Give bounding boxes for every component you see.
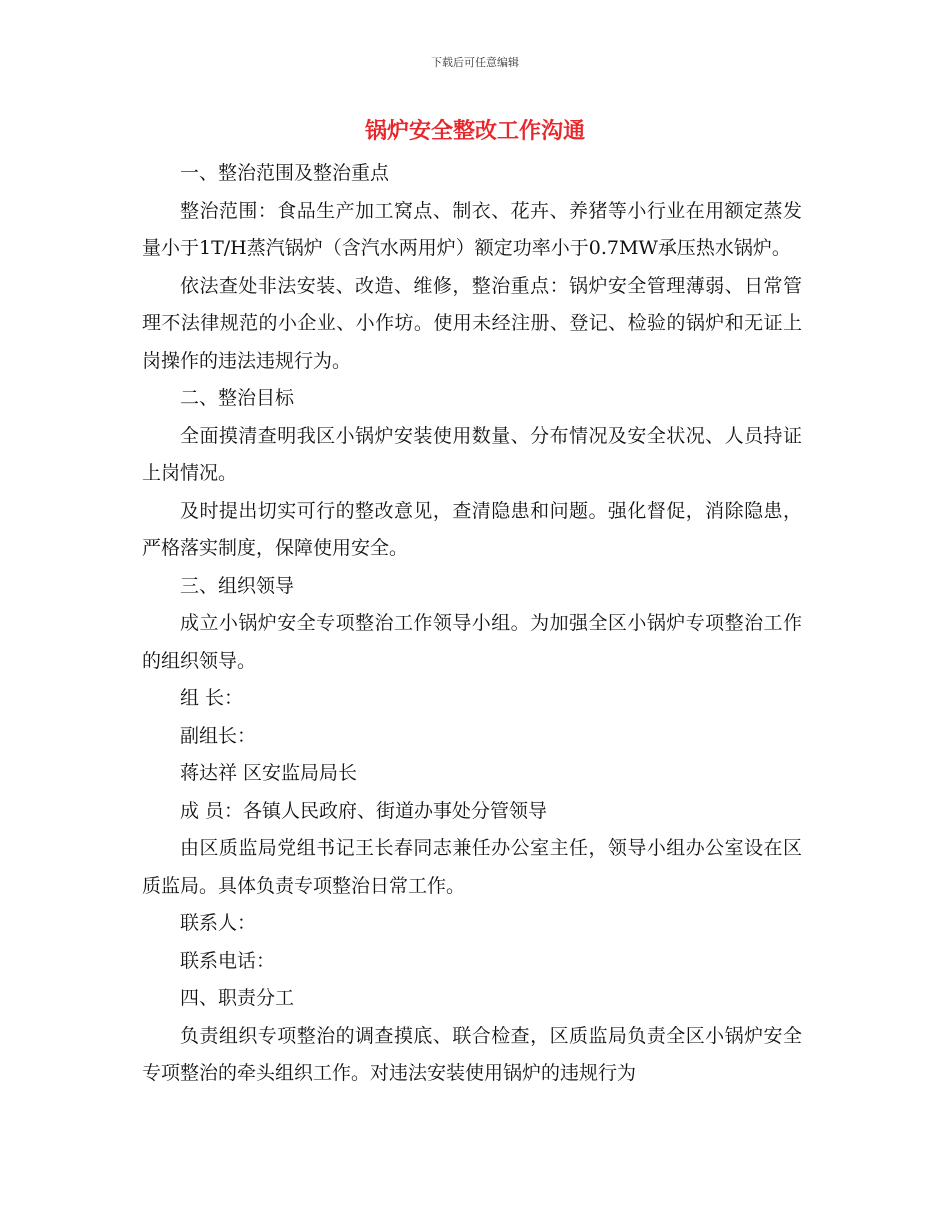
section-heading-leadership: 三、组织领导 xyxy=(180,574,295,597)
header-note: 下载后可任意编辑 xyxy=(431,56,519,69)
line-deputy-leader: 副组长： xyxy=(180,724,257,747)
paragraph-key-points: 依法查处非法安装、改造、维修，整治重点：锅炉安全管理薄弱、日常管理不法律规范的小企业、小作坊。使用未经注册、登记、检验的锅炉和无证上岗操作的违法违规行为。 xyxy=(142,274,802,372)
paragraph-scope: 整治范围：食品生产加工窝点、制衣、花卉、养猪等小行业在用额定蒸发量小于1T/H蒸汽锅炉（含汽水两用炉）额定功率小于0.7MW承压热水锅炉。 xyxy=(142,199,802,259)
section-heading-duties: 四、职责分工 xyxy=(180,987,295,1009)
paragraph-duties: 负责组织专项整治的调查摸底、联合检查，区质监局负责全区小锅炉安全专项整治的牵头组织工作。对违法安装使用锅炉的违规行为 xyxy=(142,1024,802,1084)
section-heading-goals: 二、整治目标 xyxy=(180,387,295,409)
paragraph-goal-rectify: 及时提出切实可行的整改意见，查清隐患和问题。强化督促，消除隐患，严格落实制度，保障使用安全。 xyxy=(142,499,802,559)
line-contact-phone: 联系电话： xyxy=(180,949,276,972)
line-contact-person: 联系人： xyxy=(180,912,257,934)
document-title: 锅炉安全整改工作沟通 xyxy=(364,119,585,144)
section-heading-scope: 一、整治范围及整治重点 xyxy=(180,162,390,184)
line-member-name: 蒋达祥 区安监局局长 xyxy=(180,762,358,784)
paragraph-leading-group: 成立小锅炉安全专项整治工作领导小组。为加强全区小锅炉专项整治工作的组织领导。 xyxy=(142,612,802,672)
line-group-leader: 组 长： xyxy=(180,687,244,709)
paragraph-office: 由区质监局党组书记王长春同志兼任办公室主任，领导小组办公室设在区质监局。具体负责专项整治日常工作。 xyxy=(142,837,802,897)
paragraph-goal-survey: 全面摸清查明我区小锅炉安装使用数量、分布情况及安全状况、人员持证上岗情况。 xyxy=(142,424,802,484)
line-members: 成 员：各镇人民政府、街道办事处分管领导 xyxy=(180,799,548,822)
document-body xyxy=(142,155,802,1093)
